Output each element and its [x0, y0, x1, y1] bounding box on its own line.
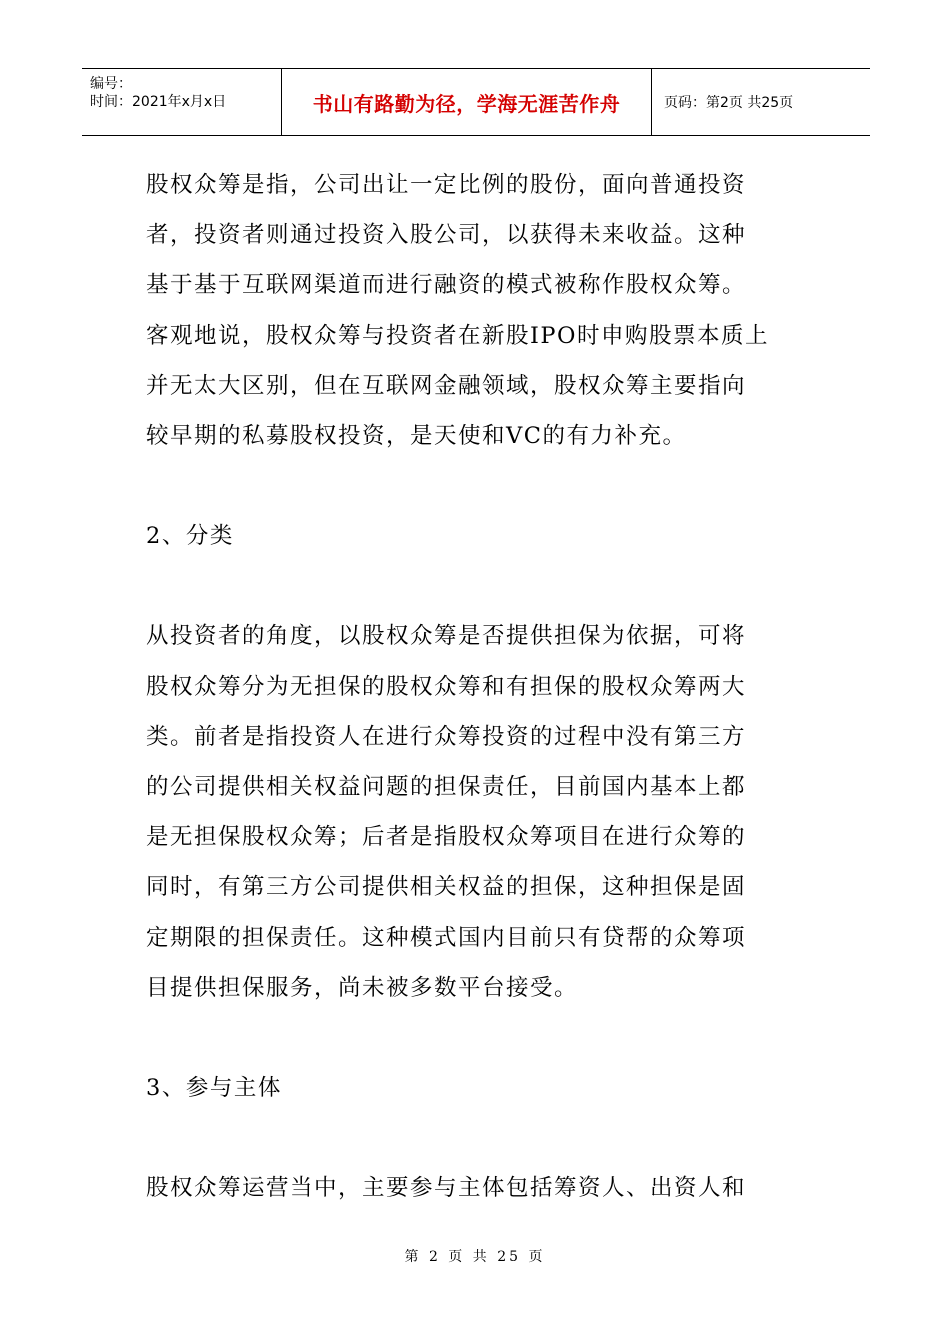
text-line: 较早期的私募股权投资，是天使和VC的有力补充。 [146, 423, 687, 450]
section-heading-participants: 3、参与主体 [146, 1075, 282, 1102]
section-heading-classification: 2、分类 [146, 523, 234, 550]
text-line: 的公司提供相关权益问题的担保责任，目前国内基本上都 [146, 774, 747, 801]
text-line: 股权众筹运营当中，主要参与主体包括筹资人、出资人和 [146, 1175, 747, 1202]
document-body [146, 160, 811, 1213]
text-line: 者，投资者则通过投资入股公司，以获得未来收益。这种 [146, 222, 747, 249]
text-line: 客观地说，股权众筹与投资者在新股IPO时申购股票本质上 [146, 322, 769, 349]
paragraph-participants [146, 1163, 811, 1213]
page-footer: 第 2 页 共 25 页 [404, 1249, 546, 1265]
text-line: 目提供担保服务，尚未被多数平台接受。 [146, 974, 579, 1001]
header-meta [82, 69, 282, 135]
paragraph-definition [146, 160, 811, 461]
text-line: 是无担保股权众筹；后者是指股权众筹项目在进行众筹的 [146, 824, 747, 851]
header-page-info: 页码：第2页 共25页 [664, 95, 794, 111]
paragraph-classification [146, 611, 811, 1013]
number-label: 编号： [90, 76, 132, 92]
text-line: 股权众筹是指，公司出让一定比例的股份，面向普通投资 [146, 172, 747, 198]
header-motto-cell [282, 69, 652, 135]
text-line: 并无太大区别，但在互联网金融领域，股权众筹主要指向 [146, 372, 747, 399]
text-line: 类。前者是指投资人在进行众筹投资的过程中没有第三方 [146, 723, 747, 750]
text-line: 股权众筹分为无担保的股权众筹和有担保的股权众筹两大 [146, 673, 747, 700]
text-line: 从投资者的角度，以股权众筹是否提供担保为依据，可将 [146, 623, 747, 650]
date-label: 时间：2021年x月x日 [90, 94, 227, 110]
text-line: 同时，有第三方公司提供相关权益的担保，这种担保是固 [146, 874, 747, 901]
header-motto: 书山有路勤为径，学海无涯苦作舟 [312, 91, 621, 116]
text-line: 定期限的担保责任。这种模式国内目前只有贷帮的众筹项 [146, 924, 747, 951]
text-line: 基于基于互联网渠道而进行融资的模式被称作股权众筹。 [146, 272, 747, 299]
page-header [82, 68, 870, 136]
